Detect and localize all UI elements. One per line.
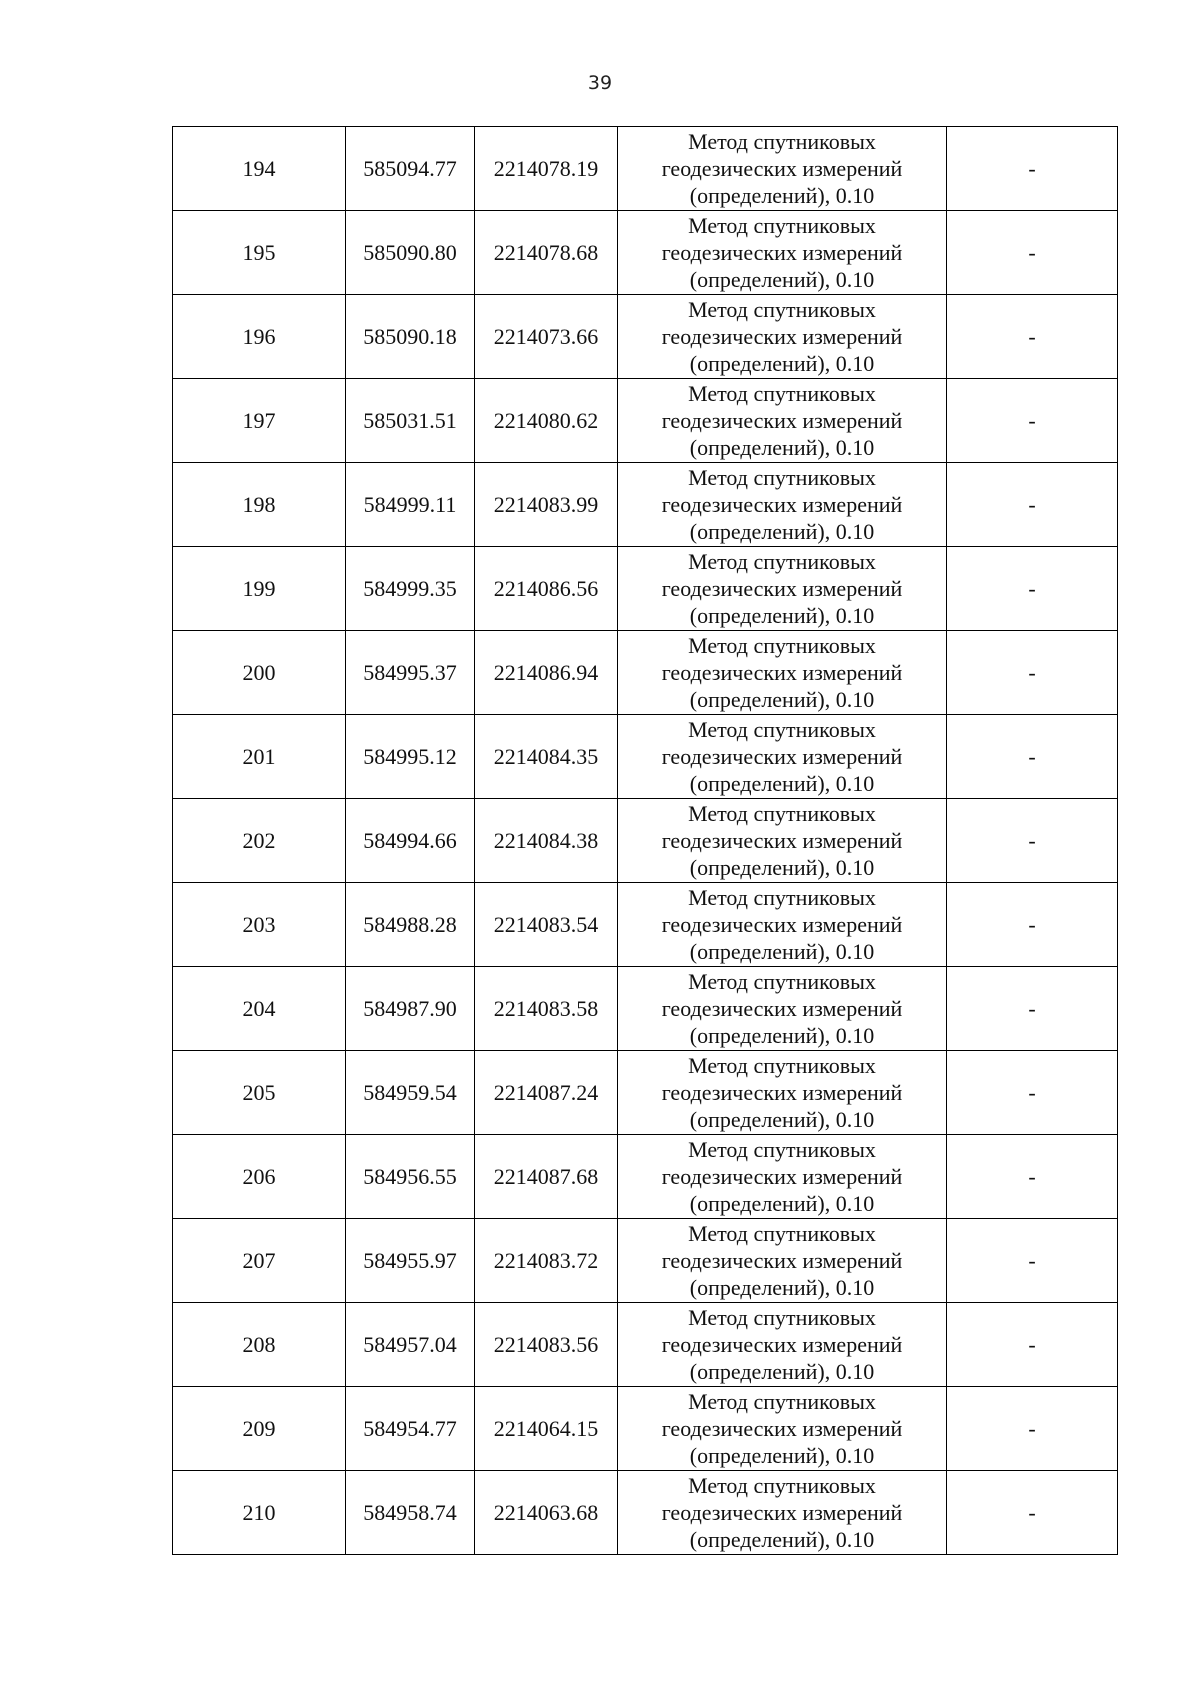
x-coordinate-cell: 585090.80 (346, 211, 475, 295)
table-row (173, 463, 1118, 547)
note-cell: - (947, 799, 1118, 883)
method-cell (618, 883, 947, 967)
note-cell: - (947, 379, 1118, 463)
method-cell (618, 127, 947, 211)
method-line: геодезических измерений (661, 1332, 903, 1357)
method-line: (определений), 0.10 (689, 183, 875, 208)
x-coordinate-cell: 584995.12 (346, 715, 475, 799)
method-line: Метод спутниковых (688, 885, 876, 910)
coordinates-table (172, 126, 1118, 1555)
y-coordinate-cell: 2214064.15 (475, 1387, 618, 1471)
table-row (173, 379, 1118, 463)
x-coordinate-cell: 584999.35 (346, 547, 475, 631)
method-line: Метод спутниковых (688, 969, 876, 994)
y-coordinate-cell: 2214083.58 (475, 967, 618, 1051)
method-line: геодезических измерений (661, 1080, 903, 1105)
y-coordinate-cell: 2214087.68 (475, 1135, 618, 1219)
method-line: (определений), 0.10 (689, 1275, 875, 1300)
point-number-cell: 210 (173, 1471, 346, 1555)
point-number-cell: 201 (173, 715, 346, 799)
note-cell: - (947, 883, 1118, 967)
method-line: Метод спутниковых (688, 465, 876, 490)
y-coordinate-cell: 2214084.38 (475, 799, 618, 883)
method-line: геодезических измерений (661, 576, 903, 601)
table-row (173, 211, 1118, 295)
method-line: (определений), 0.10 (689, 771, 875, 796)
method-cell (618, 295, 947, 379)
method-line: Метод спутниковых (688, 297, 876, 322)
method-line: (определений), 0.10 (689, 1527, 875, 1552)
point-number-cell: 196 (173, 295, 346, 379)
method-cell (618, 1303, 947, 1387)
y-coordinate-cell: 2214086.56 (475, 547, 618, 631)
y-coordinate-cell: 2214083.72 (475, 1219, 618, 1303)
table-row (173, 1303, 1118, 1387)
method-line: геодезических измерений (661, 1500, 903, 1525)
x-coordinate-cell: 584995.37 (346, 631, 475, 715)
page-number: 39 (587, 72, 613, 94)
y-coordinate-cell: 2214078.19 (475, 127, 618, 211)
x-coordinate-cell: 584988.28 (346, 883, 475, 967)
method-line: геодезических измерений (661, 1164, 903, 1189)
method-line: (определений), 0.10 (689, 687, 875, 712)
method-line: геодезических измерений (661, 1416, 903, 1441)
point-number-cell: 203 (173, 883, 346, 967)
table-row (173, 631, 1118, 715)
method-line: Метод спутниковых (688, 801, 876, 826)
method-line: геодезических измерений (661, 408, 903, 433)
method-cell (618, 967, 947, 1051)
method-cell (618, 1135, 947, 1219)
y-coordinate-cell: 2214063.68 (475, 1471, 618, 1555)
x-coordinate-cell: 584955.97 (346, 1219, 475, 1303)
method-line: (определений), 0.10 (689, 603, 875, 628)
table-row (173, 127, 1118, 211)
y-coordinate-cell: 2214084.35 (475, 715, 618, 799)
x-coordinate-cell: 584987.90 (346, 967, 475, 1051)
method-line: Метод спутниковых (688, 1137, 876, 1162)
method-line: (определений), 0.10 (689, 435, 875, 460)
method-line: (определений), 0.10 (689, 1359, 875, 1384)
point-number-cell: 204 (173, 967, 346, 1051)
table-row (173, 715, 1118, 799)
x-coordinate-cell: 585031.51 (346, 379, 475, 463)
x-coordinate-cell: 584956.55 (346, 1135, 475, 1219)
x-coordinate-cell: 584957.04 (346, 1303, 475, 1387)
point-number-cell: 198 (173, 463, 346, 547)
method-line: геодезических измерений (661, 156, 903, 181)
coordinates-table-body (173, 127, 1118, 1555)
x-coordinate-cell: 585090.18 (346, 295, 475, 379)
note-cell: - (947, 1471, 1118, 1555)
x-coordinate-cell: 584999.11 (346, 463, 475, 547)
method-line: Метод спутниковых (688, 213, 876, 238)
point-number-cell: 200 (173, 631, 346, 715)
note-cell: - (947, 1387, 1118, 1471)
table-row (173, 799, 1118, 883)
point-number-cell: 194 (173, 127, 346, 211)
method-line: геодезических измерений (661, 828, 903, 853)
y-coordinate-cell: 2214073.66 (475, 295, 618, 379)
y-coordinate-cell: 2214083.56 (475, 1303, 618, 1387)
note-cell: - (947, 1051, 1118, 1135)
method-line: Метод спутниковых (688, 1305, 876, 1330)
x-coordinate-cell: 584959.54 (346, 1051, 475, 1135)
method-line: Метод спутниковых (688, 1053, 876, 1078)
point-number-cell: 205 (173, 1051, 346, 1135)
method-line: (определений), 0.10 (689, 855, 875, 880)
method-line: геодезических измерений (661, 996, 903, 1021)
point-number-cell: 197 (173, 379, 346, 463)
y-coordinate-cell: 2214083.99 (475, 463, 618, 547)
table-row (173, 883, 1118, 967)
point-number-cell: 195 (173, 211, 346, 295)
method-line: Метод спутниковых (688, 549, 876, 574)
method-line: (определений), 0.10 (689, 1023, 875, 1048)
method-cell (618, 799, 947, 883)
note-cell: - (947, 1219, 1118, 1303)
method-line: Метод спутниковых (688, 717, 876, 742)
method-cell (618, 1219, 947, 1303)
point-number-cell: 207 (173, 1219, 346, 1303)
x-coordinate-cell: 584958.74 (346, 1471, 475, 1555)
method-line: геодезических измерений (661, 912, 903, 937)
note-cell: - (947, 211, 1118, 295)
note-cell: - (947, 715, 1118, 799)
note-cell: - (947, 1135, 1118, 1219)
method-line: геодезических измерений (661, 324, 903, 349)
table-row (173, 967, 1118, 1051)
table-row (173, 1135, 1118, 1219)
method-line: геодезических измерений (661, 744, 903, 769)
table-row (173, 1387, 1118, 1471)
method-cell (618, 547, 947, 631)
note-cell: - (947, 463, 1118, 547)
method-line: (определений), 0.10 (689, 351, 875, 376)
x-coordinate-cell: 584954.77 (346, 1387, 475, 1471)
method-cell (618, 379, 947, 463)
table-row (173, 1051, 1118, 1135)
method-line: геодезических измерений (661, 1248, 903, 1273)
method-line: (определений), 0.10 (689, 267, 875, 292)
note-cell: - (947, 547, 1118, 631)
method-line: (определений), 0.10 (689, 1191, 875, 1216)
point-number-cell: 199 (173, 547, 346, 631)
method-line: (определений), 0.10 (689, 1107, 875, 1132)
method-line: Метод спутниковых (688, 1473, 876, 1498)
table-row (173, 547, 1118, 631)
y-coordinate-cell: 2214080.62 (475, 379, 618, 463)
point-number-cell: 206 (173, 1135, 346, 1219)
y-coordinate-cell: 2214087.24 (475, 1051, 618, 1135)
method-line: Метод спутниковых (688, 381, 876, 406)
point-number-cell: 208 (173, 1303, 346, 1387)
method-line: Метод спутниковых (688, 1221, 876, 1246)
note-cell: - (947, 295, 1118, 379)
table-row (173, 295, 1118, 379)
method-line: (определений), 0.10 (689, 939, 875, 964)
note-cell: - (947, 631, 1118, 715)
method-line: Метод спутниковых (688, 633, 876, 658)
method-cell (618, 715, 947, 799)
x-coordinate-cell: 585094.77 (346, 127, 475, 211)
method-cell (618, 631, 947, 715)
method-line: Метод спутниковых (688, 1389, 876, 1414)
y-coordinate-cell: 2214083.54 (475, 883, 618, 967)
x-coordinate-cell: 584994.66 (346, 799, 475, 883)
method-line: геодезических измерений (661, 240, 903, 265)
note-cell: - (947, 967, 1118, 1051)
method-line: геодезических измерений (661, 492, 903, 517)
note-cell: - (947, 127, 1118, 211)
method-cell (618, 1387, 947, 1471)
method-cell (618, 463, 947, 547)
method-line: геодезических измерений (661, 660, 903, 685)
table-row (173, 1219, 1118, 1303)
method-line: (определений), 0.10 (689, 1443, 875, 1468)
method-line: (определений), 0.10 (689, 519, 875, 544)
table-row (173, 1471, 1118, 1555)
method-cell (618, 211, 947, 295)
y-coordinate-cell: 2214078.68 (475, 211, 618, 295)
y-coordinate-cell: 2214086.94 (475, 631, 618, 715)
method-line: Метод спутниковых (688, 129, 876, 154)
method-cell (618, 1051, 947, 1135)
point-number-cell: 209 (173, 1387, 346, 1471)
point-number-cell: 202 (173, 799, 346, 883)
method-cell (618, 1471, 947, 1555)
note-cell: - (947, 1303, 1118, 1387)
